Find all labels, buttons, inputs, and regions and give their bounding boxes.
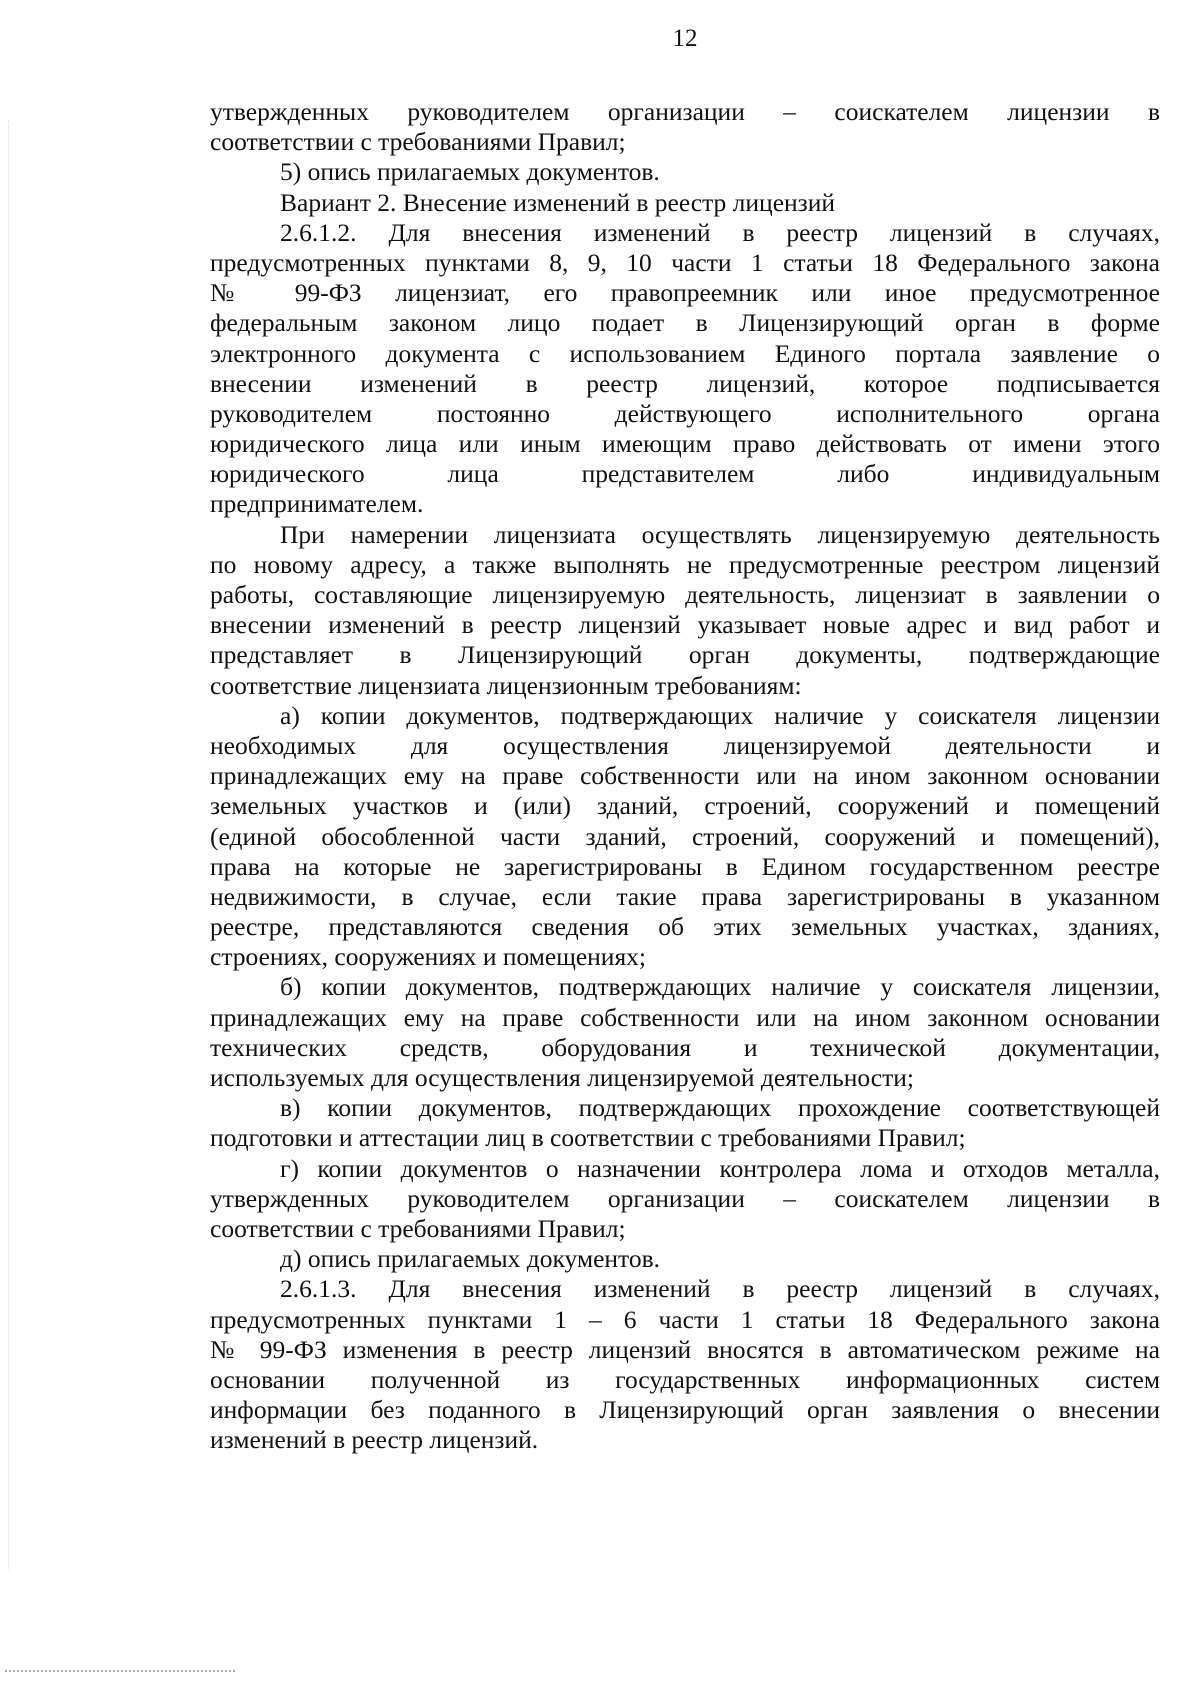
text-line: г) копии документов о назначении контролера лома и отходов металла, <box>280 1153 1160 1183</box>
text-line: внесении изменений в реестр лицензий указывает новые адрес и вид работ и <box>210 610 1160 640</box>
text-line: недвижимости, в случае, если такие права зарегистрированы в указанном <box>210 881 1160 911</box>
scan-bottom-artifact <box>5 1670 235 1672</box>
text-line: 5) опись прилагаемых документов. <box>280 157 660 187</box>
text-line: принадлежащих ему на праве собственности или на ином законном основании <box>210 761 1160 791</box>
text-line: подготовки и аттестации лиц в соответствии с требованиями Правил; <box>210 1123 966 1153</box>
text-line: д) опись прилагаемых документов. <box>280 1244 661 1274</box>
text-line: № 99-ФЗ изменения в реестр лицензий вносятся в автоматическом режиме на <box>210 1334 1160 1364</box>
text-line: в) копии документов, подтверждающих прохождение соответствующей <box>280 1093 1160 1123</box>
text-line: юридического лица представителем либо индивидуальным <box>210 459 1160 489</box>
text-line: строениях, сооружениях и помещениях; <box>210 942 647 972</box>
document-body <box>210 97 1160 1455</box>
text-line: внесении изменений в реестр лицензий, которое подписывается <box>210 368 1160 398</box>
text-line: утвержденных руководителем организации – соискателем лицензии в <box>210 1183 1160 1213</box>
scan-margin-artifact <box>8 120 19 1570</box>
text-line: используемых для осуществления лицензируемой деятельности; <box>210 1063 914 1092</box>
text-line: предусмотренных пунктами 8, 9, 10 части 1 статьи 18 Федерального закона <box>210 247 1160 277</box>
text-line: основании полученной из государственных информационных систем <box>210 1364 1160 1394</box>
text-line: 2.6.1.2. Для внесения изменений в реестр лицензий в случаях, <box>280 217 1160 247</box>
text-line: юридического лица или иным имеющим право действовать от имени этого <box>210 429 1160 459</box>
text-line: необходимых для осуществления лицензируемой деятельности и <box>210 730 1160 760</box>
text-line: федеральным законом лицо подает в Лицензирующий орган в форме <box>210 308 1160 338</box>
text-line: предусмотренных пунктами 1 – 6 части 1 статьи 18 Федерального закона <box>210 1304 1160 1334</box>
text-line: 2.6.1.3. Для внесения изменений в реестр лицензий в случаях, <box>280 1274 1160 1304</box>
text-line: При намерении лицензиата осуществлять лицензируемую деятельность <box>280 519 1160 549</box>
page-number: 12 <box>672 25 698 52</box>
text-line: принадлежащих ему на праве собственности или на ином законном основании <box>210 1002 1160 1032</box>
text-line: соответствии с требованиями Правил; <box>210 127 626 157</box>
text-line: руководителем постоянно действующего исполнительного органа <box>210 398 1160 428</box>
text-line: земельных участков и (или) зданий, строений, сооружений и помещений <box>210 791 1160 821</box>
text-line: соответствии с требованиями Правил; <box>210 1213 626 1243</box>
text-line: электронного документа с использованием Единого портала заявление о <box>210 338 1160 368</box>
text-line: реестре, представляются сведения об этих земельных участках, зданиях, <box>210 912 1160 942</box>
text-line: по новому адресу, а также выполнять не предусмотренные реестром лицензий <box>210 549 1160 579</box>
text-line: представляет в Лицензирующий орган документы, подтверждающие <box>210 640 1160 670</box>
text-line: информации без поданного в Лицензирующий орган заявления о внесении <box>210 1395 1160 1425</box>
text-line: а) копии документов, подтверждающих наличие у соискателя лицензии <box>280 700 1160 730</box>
text-line: технических средств, оборудования и технической документации, <box>210 1032 1160 1062</box>
text-line: № 99-ФЗ лицензиат, его правопреемник или иное предусмотренное <box>210 278 1160 308</box>
text-line: предпринимателем. <box>210 489 424 519</box>
text-line: права на которые не зарегистрированы в Едином государственном реестре <box>210 851 1160 881</box>
text-line: Вариант 2. Внесение изменений в реестр лицензий <box>280 187 836 217</box>
text-line: соответствие лицензиата лицензионным требованиям: <box>210 670 802 700</box>
text-line: (единой обособленной части зданий, строений, сооружений и помещений), <box>210 821 1160 851</box>
text-line: работы, составляющие лицензируемую деятельность, лицензиат в заявлении о <box>210 580 1160 609</box>
text-line: утвержденных руководителем организации – соискателем лицензии в <box>210 97 1160 126</box>
text-line: изменений в реестр лицензий. <box>210 1425 539 1455</box>
text-line: б) копии документов, подтверждающих наличие у соискателя лицензии, <box>280 972 1160 1002</box>
